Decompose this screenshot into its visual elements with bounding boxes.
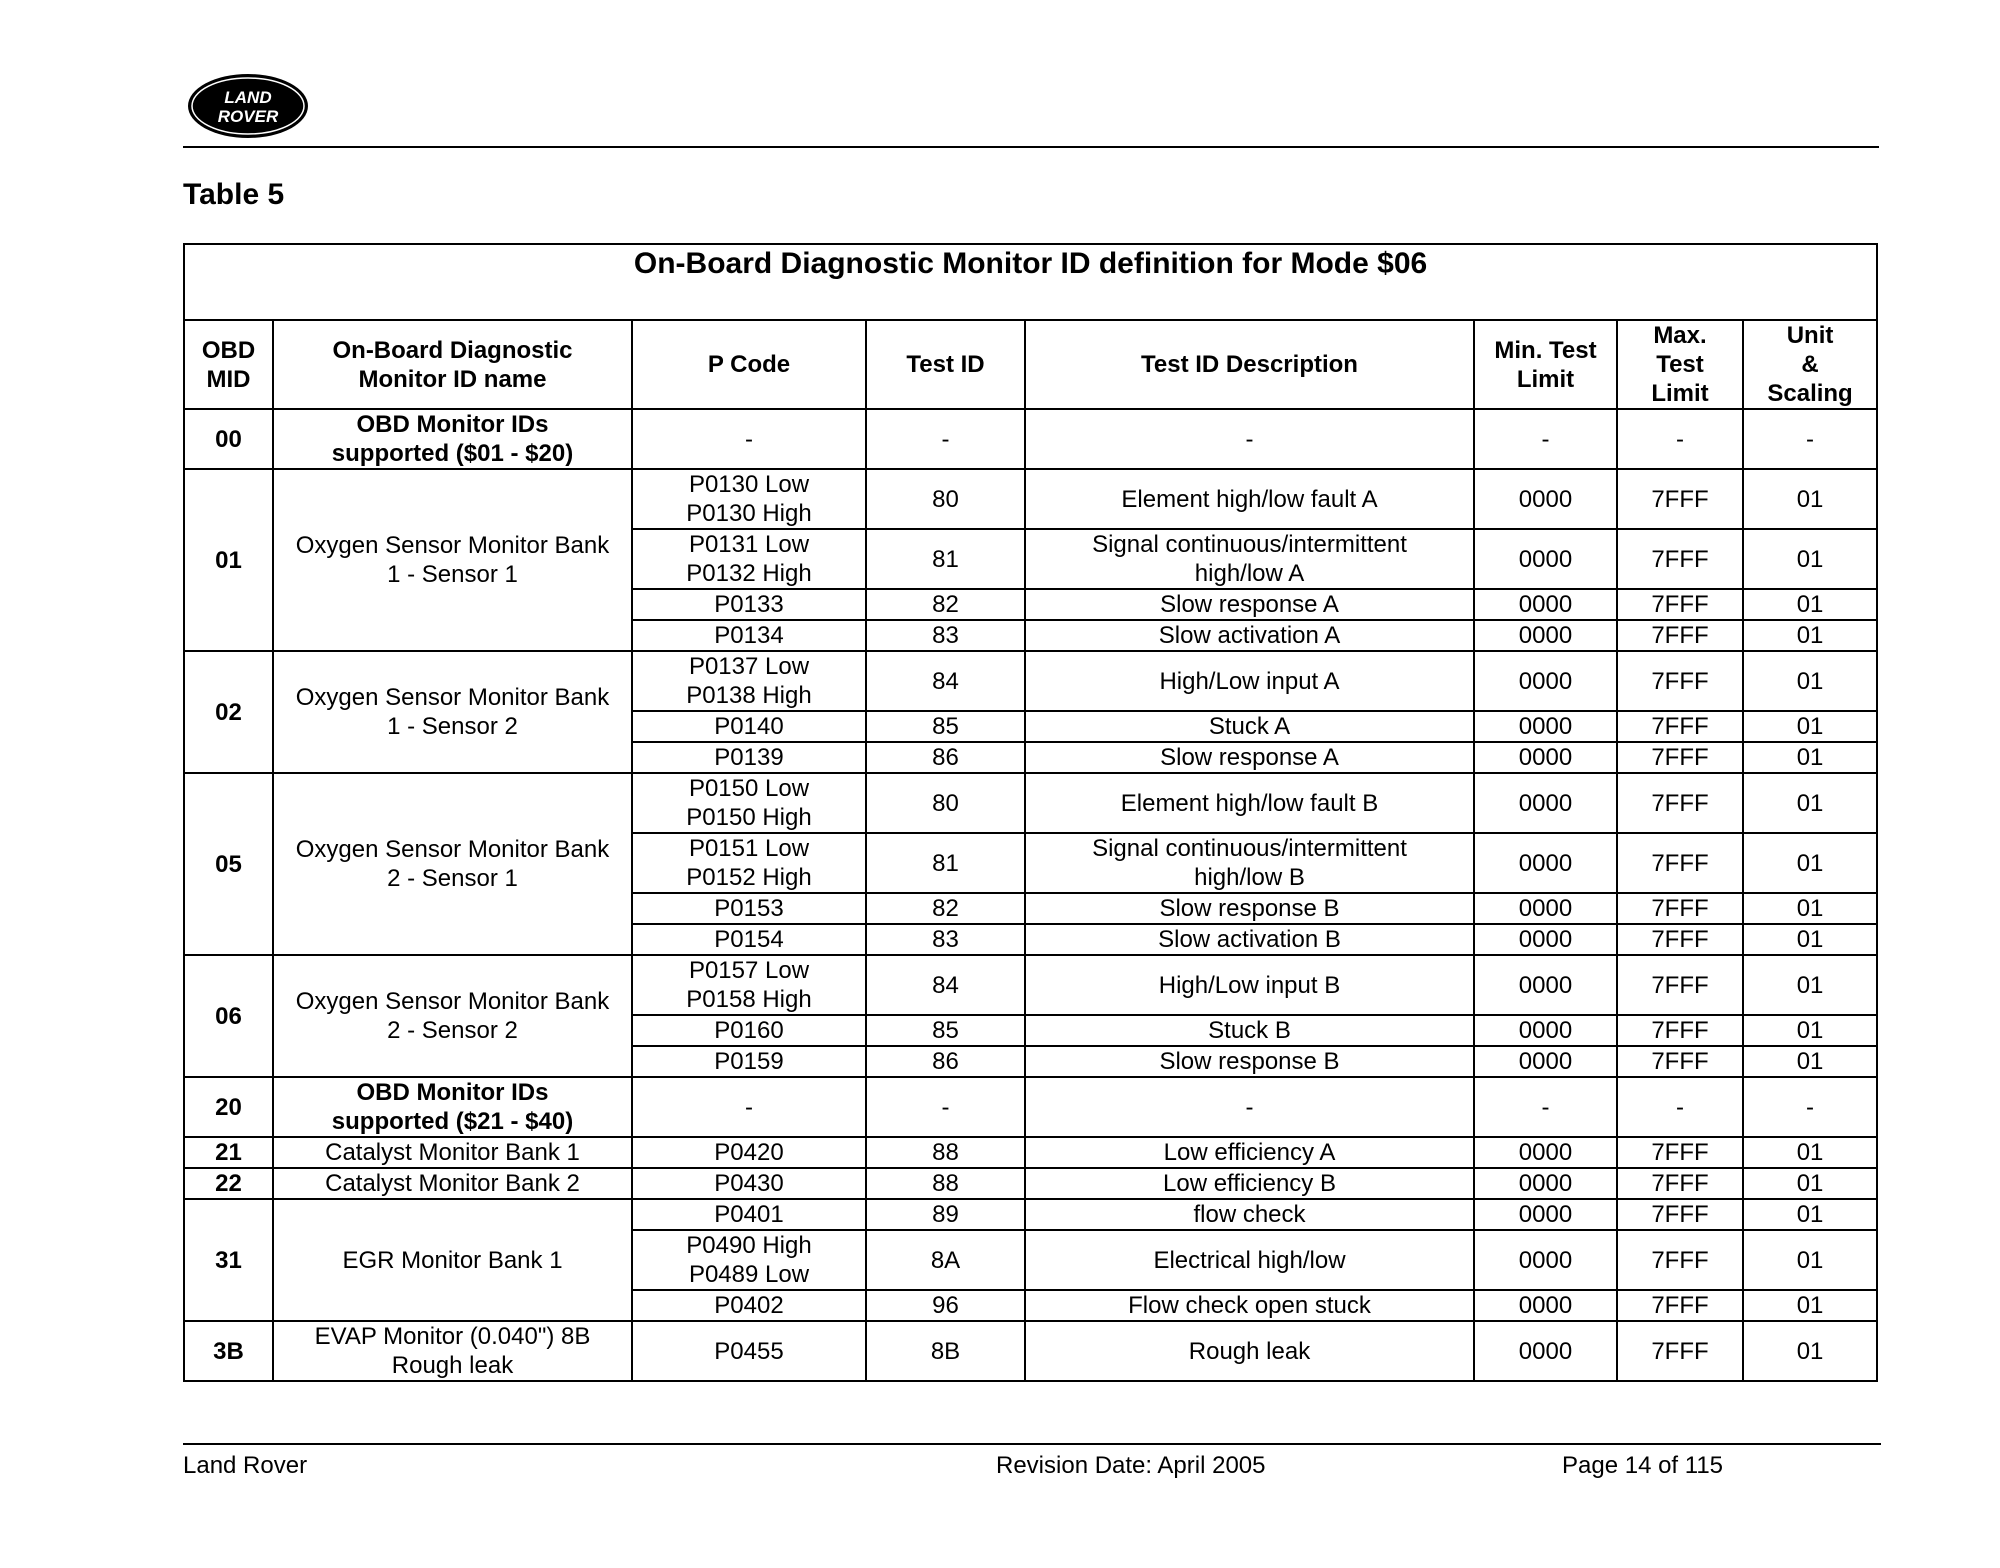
unit-scaling-cell: 01 xyxy=(1743,1321,1877,1381)
p-code-cell: - xyxy=(632,409,866,469)
min-limit-cell: 0000 xyxy=(1474,711,1617,742)
min-limit-cell: 0000 xyxy=(1474,1168,1617,1199)
max-limit-cell: 7FFF xyxy=(1617,1137,1743,1168)
max-limit-cell: 7FFF xyxy=(1617,924,1743,955)
min-limit-cell: 0000 xyxy=(1474,742,1617,773)
max-limit-cell: 7FFF xyxy=(1617,1230,1743,1290)
max-limit-cell: 7FFF xyxy=(1617,469,1743,529)
p-code-cell: P0154 xyxy=(632,924,866,955)
description-cell: Signal continuous/intermittent high/low A xyxy=(1025,529,1474,589)
test-id-cell: 81 xyxy=(866,529,1025,589)
test-id-cell: 82 xyxy=(866,589,1025,620)
p-code-cell: P0130 Low P0130 High xyxy=(632,469,866,529)
p-code-cell: P0160 xyxy=(632,1015,866,1046)
obd-mid-cell: 21 xyxy=(184,1137,273,1168)
monitor-name-cell: Oxygen Sensor Monitor Bank 2 - Sensor 1 xyxy=(273,773,632,955)
min-limit-cell: 0000 xyxy=(1474,955,1617,1015)
test-id-cell: 84 xyxy=(866,651,1025,711)
description-cell: flow check xyxy=(1025,1199,1474,1230)
p-code-cell: P0137 Low P0138 High xyxy=(632,651,866,711)
unit-scaling-cell: 01 xyxy=(1743,955,1877,1015)
unit-scaling-cell: 01 xyxy=(1743,1230,1877,1290)
test-id-cell: 80 xyxy=(866,469,1025,529)
header-rule xyxy=(183,146,1879,148)
min-limit-cell: 0000 xyxy=(1474,1290,1617,1321)
min-limit-cell: 0000 xyxy=(1474,1199,1617,1230)
min-limit-cell: 0000 xyxy=(1474,529,1617,589)
obd-mid-cell: 20 xyxy=(184,1077,273,1137)
description-cell: Rough leak xyxy=(1025,1321,1474,1381)
obd-mid-cell: 06 xyxy=(184,955,273,1077)
p-code-cell: P0157 Low P0158 High xyxy=(632,955,866,1015)
unit-scaling-cell: 01 xyxy=(1743,589,1877,620)
max-limit-cell: 7FFF xyxy=(1617,742,1743,773)
max-limit-cell: 7FFF xyxy=(1617,955,1743,1015)
max-limit-cell: 7FFF xyxy=(1617,1321,1743,1381)
max-limit-cell: 7FFF xyxy=(1617,1168,1743,1199)
obd-mid-cell: 05 xyxy=(184,773,273,955)
p-code-cell: P0150 Low P0150 High xyxy=(632,773,866,833)
unit-scaling-cell: 01 xyxy=(1743,1015,1877,1046)
test-id-cell: 81 xyxy=(866,833,1025,893)
max-limit-cell: - xyxy=(1617,1077,1743,1137)
description-cell: High/Low input A xyxy=(1025,651,1474,711)
description-cell: Stuck A xyxy=(1025,711,1474,742)
table-row xyxy=(184,409,1877,469)
max-limit-cell: 7FFF xyxy=(1617,651,1743,711)
p-code-cell: P0153 xyxy=(632,893,866,924)
test-id-cell: 89 xyxy=(866,1199,1025,1230)
p-code-cell: P0401 xyxy=(632,1199,866,1230)
header-p-code: P Code xyxy=(632,320,866,409)
max-limit-cell: 7FFF xyxy=(1617,833,1743,893)
description-cell: High/Low input B xyxy=(1025,955,1474,1015)
min-limit-cell: 0000 xyxy=(1474,893,1617,924)
test-id-cell: 86 xyxy=(866,742,1025,773)
table-title-row xyxy=(184,244,1877,320)
max-limit-cell: 7FFF xyxy=(1617,620,1743,651)
max-limit-cell: - xyxy=(1617,409,1743,469)
description-cell: Slow response A xyxy=(1025,589,1474,620)
monitor-name-cell: EGR Monitor Bank 1 xyxy=(273,1199,632,1321)
min-limit-cell: 0000 xyxy=(1474,1230,1617,1290)
p-code-cell: P0131 Low P0132 High xyxy=(632,529,866,589)
table-row xyxy=(184,773,1877,833)
unit-scaling-cell: 01 xyxy=(1743,1168,1877,1199)
min-limit-cell: 0000 xyxy=(1474,1015,1617,1046)
monitor-name-cell: OBD Monitor IDs supported ($01 - $20) xyxy=(273,409,632,469)
max-limit-cell: 7FFF xyxy=(1617,711,1743,742)
test-id-cell: 8B xyxy=(866,1321,1025,1381)
obd-mid-cell: 31 xyxy=(184,1199,273,1321)
header-test-id: Test ID xyxy=(866,320,1025,409)
table-row xyxy=(184,1168,1877,1199)
footer-revision-date: Revision Date: April 2005 xyxy=(996,1452,1266,1479)
monitor-name-cell: EVAP Monitor (0.040") 8B Rough leak xyxy=(273,1321,632,1381)
p-code-cell: P0420 xyxy=(632,1137,866,1168)
monitor-name-cell: Catalyst Monitor Bank 2 xyxy=(273,1168,632,1199)
footer-company: Land Rover xyxy=(183,1452,308,1479)
test-id-cell: 85 xyxy=(866,711,1025,742)
table-title: On-Board Diagnostic Monitor ID definition for Mode $06 xyxy=(184,244,1877,320)
obd-mid-cell: 02 xyxy=(184,651,273,773)
logo-text-line2: ROVER xyxy=(217,107,279,126)
unit-scaling-cell: 01 xyxy=(1743,1290,1877,1321)
table-row xyxy=(184,1199,1877,1230)
p-code-cell: P0159 xyxy=(632,1046,866,1077)
description-cell: Low efficiency A xyxy=(1025,1137,1474,1168)
test-id-cell: 85 xyxy=(866,1015,1025,1046)
obd-mid-cell: 3B xyxy=(184,1321,273,1381)
test-id-cell: 96 xyxy=(866,1290,1025,1321)
description-cell: Low efficiency B xyxy=(1025,1168,1474,1199)
table-caption: Table 5 xyxy=(183,178,285,211)
unit-scaling-cell: 01 xyxy=(1743,742,1877,773)
test-id-cell: 83 xyxy=(866,620,1025,651)
min-limit-cell: 0000 xyxy=(1474,1137,1617,1168)
table-row xyxy=(184,469,1877,529)
unit-scaling-cell: 01 xyxy=(1743,711,1877,742)
header-description: Test ID Description xyxy=(1025,320,1474,409)
monitor-name-cell: OBD Monitor IDs supported ($21 - $40) xyxy=(273,1077,632,1137)
test-id-cell: 86 xyxy=(866,1046,1025,1077)
min-limit-cell: - xyxy=(1474,1077,1617,1137)
header-min-limit: Min. Test Limit xyxy=(1474,320,1617,409)
min-limit-cell: 0000 xyxy=(1474,924,1617,955)
monitor-name-cell: Catalyst Monitor Bank 1 xyxy=(273,1137,632,1168)
max-limit-cell: 7FFF xyxy=(1617,893,1743,924)
monitor-name-cell: Oxygen Sensor Monitor Bank 1 - Sensor 2 xyxy=(273,651,632,773)
description-cell: - xyxy=(1025,1077,1474,1137)
footer-page-number: Page 14 of 115 xyxy=(1562,1452,1724,1479)
test-id-cell: 82 xyxy=(866,893,1025,924)
monitor-id-table xyxy=(183,243,1878,1382)
table-row xyxy=(184,1321,1877,1381)
unit-scaling-cell: 01 xyxy=(1743,924,1877,955)
table-row xyxy=(184,651,1877,711)
p-code-cell: P0402 xyxy=(632,1290,866,1321)
description-cell: Element high/low fault A xyxy=(1025,469,1474,529)
table-row xyxy=(184,955,1877,1015)
test-id-cell: 80 xyxy=(866,773,1025,833)
min-limit-cell: - xyxy=(1474,409,1617,469)
min-limit-cell: 0000 xyxy=(1474,773,1617,833)
description-cell: Slow response A xyxy=(1025,742,1474,773)
description-cell: Slow response B xyxy=(1025,1046,1474,1077)
max-limit-cell: 7FFF xyxy=(1617,773,1743,833)
p-code-cell: P0490 High P0489 Low xyxy=(632,1230,866,1290)
description-cell: Stuck B xyxy=(1025,1015,1474,1046)
test-id-cell: 83 xyxy=(866,924,1025,955)
min-limit-cell: 0000 xyxy=(1474,651,1617,711)
unit-scaling-cell: 01 xyxy=(1743,651,1877,711)
description-cell: Flow check open stuck xyxy=(1025,1290,1474,1321)
header-obd-mid: OBD MID xyxy=(184,320,273,409)
unit-scaling-cell: 01 xyxy=(1743,773,1877,833)
description-cell: Slow response B xyxy=(1025,893,1474,924)
p-code-cell: P0139 xyxy=(632,742,866,773)
header-monitor-name: On-Board Diagnostic Monitor ID name xyxy=(273,320,632,409)
unit-scaling-cell: 01 xyxy=(1743,893,1877,924)
p-code-cell: P0455 xyxy=(632,1321,866,1381)
obd-mid-cell: 22 xyxy=(184,1168,273,1199)
max-limit-cell: 7FFF xyxy=(1617,589,1743,620)
p-code-cell: P0430 xyxy=(632,1168,866,1199)
unit-scaling-cell: 01 xyxy=(1743,833,1877,893)
obd-mid-cell: 00 xyxy=(184,409,273,469)
unit-scaling-cell: 01 xyxy=(1743,1137,1877,1168)
table-header-row xyxy=(184,320,1877,409)
header-max-limit: Max. Test Limit xyxy=(1617,320,1743,409)
max-limit-cell: 7FFF xyxy=(1617,1199,1743,1230)
header-unit-scaling: Unit & Scaling xyxy=(1743,320,1877,409)
min-limit-cell: 0000 xyxy=(1474,589,1617,620)
max-limit-cell: 7FFF xyxy=(1617,529,1743,589)
min-limit-cell: 0000 xyxy=(1474,1046,1617,1077)
unit-scaling-cell: 01 xyxy=(1743,620,1877,651)
description-cell: Electrical high/low xyxy=(1025,1230,1474,1290)
p-code-cell: P0151 Low P0152 High xyxy=(632,833,866,893)
unit-scaling-cell: - xyxy=(1743,409,1877,469)
p-code-cell: P0134 xyxy=(632,620,866,651)
footer-rule xyxy=(183,1443,1881,1445)
max-limit-cell: 7FFF xyxy=(1617,1290,1743,1321)
max-limit-cell: 7FFF xyxy=(1617,1046,1743,1077)
land-rover-logo xyxy=(186,72,310,140)
p-code-cell: P0133 xyxy=(632,589,866,620)
unit-scaling-cell: 01 xyxy=(1743,1046,1877,1077)
unit-scaling-cell: 01 xyxy=(1743,529,1877,589)
unit-scaling-cell: 01 xyxy=(1743,1199,1877,1230)
min-limit-cell: 0000 xyxy=(1474,1321,1617,1381)
unit-scaling-cell: 01 xyxy=(1743,469,1877,529)
description-cell: Element high/low fault B xyxy=(1025,773,1474,833)
test-id-cell: 84 xyxy=(866,955,1025,1015)
description-cell: - xyxy=(1025,409,1474,469)
description-cell: Slow activation B xyxy=(1025,924,1474,955)
test-id-cell: 8A xyxy=(866,1230,1025,1290)
max-limit-cell: 7FFF xyxy=(1617,1015,1743,1046)
table-row xyxy=(184,1137,1877,1168)
unit-scaling-cell: - xyxy=(1743,1077,1877,1137)
test-id-cell: - xyxy=(866,1077,1025,1137)
table-row xyxy=(184,1077,1877,1137)
p-code-cell: P0140 xyxy=(632,711,866,742)
test-id-cell: - xyxy=(866,409,1025,469)
description-cell: Slow activation A xyxy=(1025,620,1474,651)
min-limit-cell: 0000 xyxy=(1474,469,1617,529)
test-id-cell: 88 xyxy=(866,1137,1025,1168)
test-id-cell: 88 xyxy=(866,1168,1025,1199)
monitor-name-cell: Oxygen Sensor Monitor Bank 1 - Sensor 1 xyxy=(273,469,632,651)
monitor-name-cell: Oxygen Sensor Monitor Bank 2 - Sensor 2 xyxy=(273,955,632,1077)
logo-text-line1: LAND xyxy=(224,88,272,107)
obd-mid-cell: 01 xyxy=(184,469,273,651)
description-cell: Signal continuous/intermittent high/low B xyxy=(1025,833,1474,893)
min-limit-cell: 0000 xyxy=(1474,620,1617,651)
min-limit-cell: 0000 xyxy=(1474,833,1617,893)
p-code-cell: - xyxy=(632,1077,866,1137)
